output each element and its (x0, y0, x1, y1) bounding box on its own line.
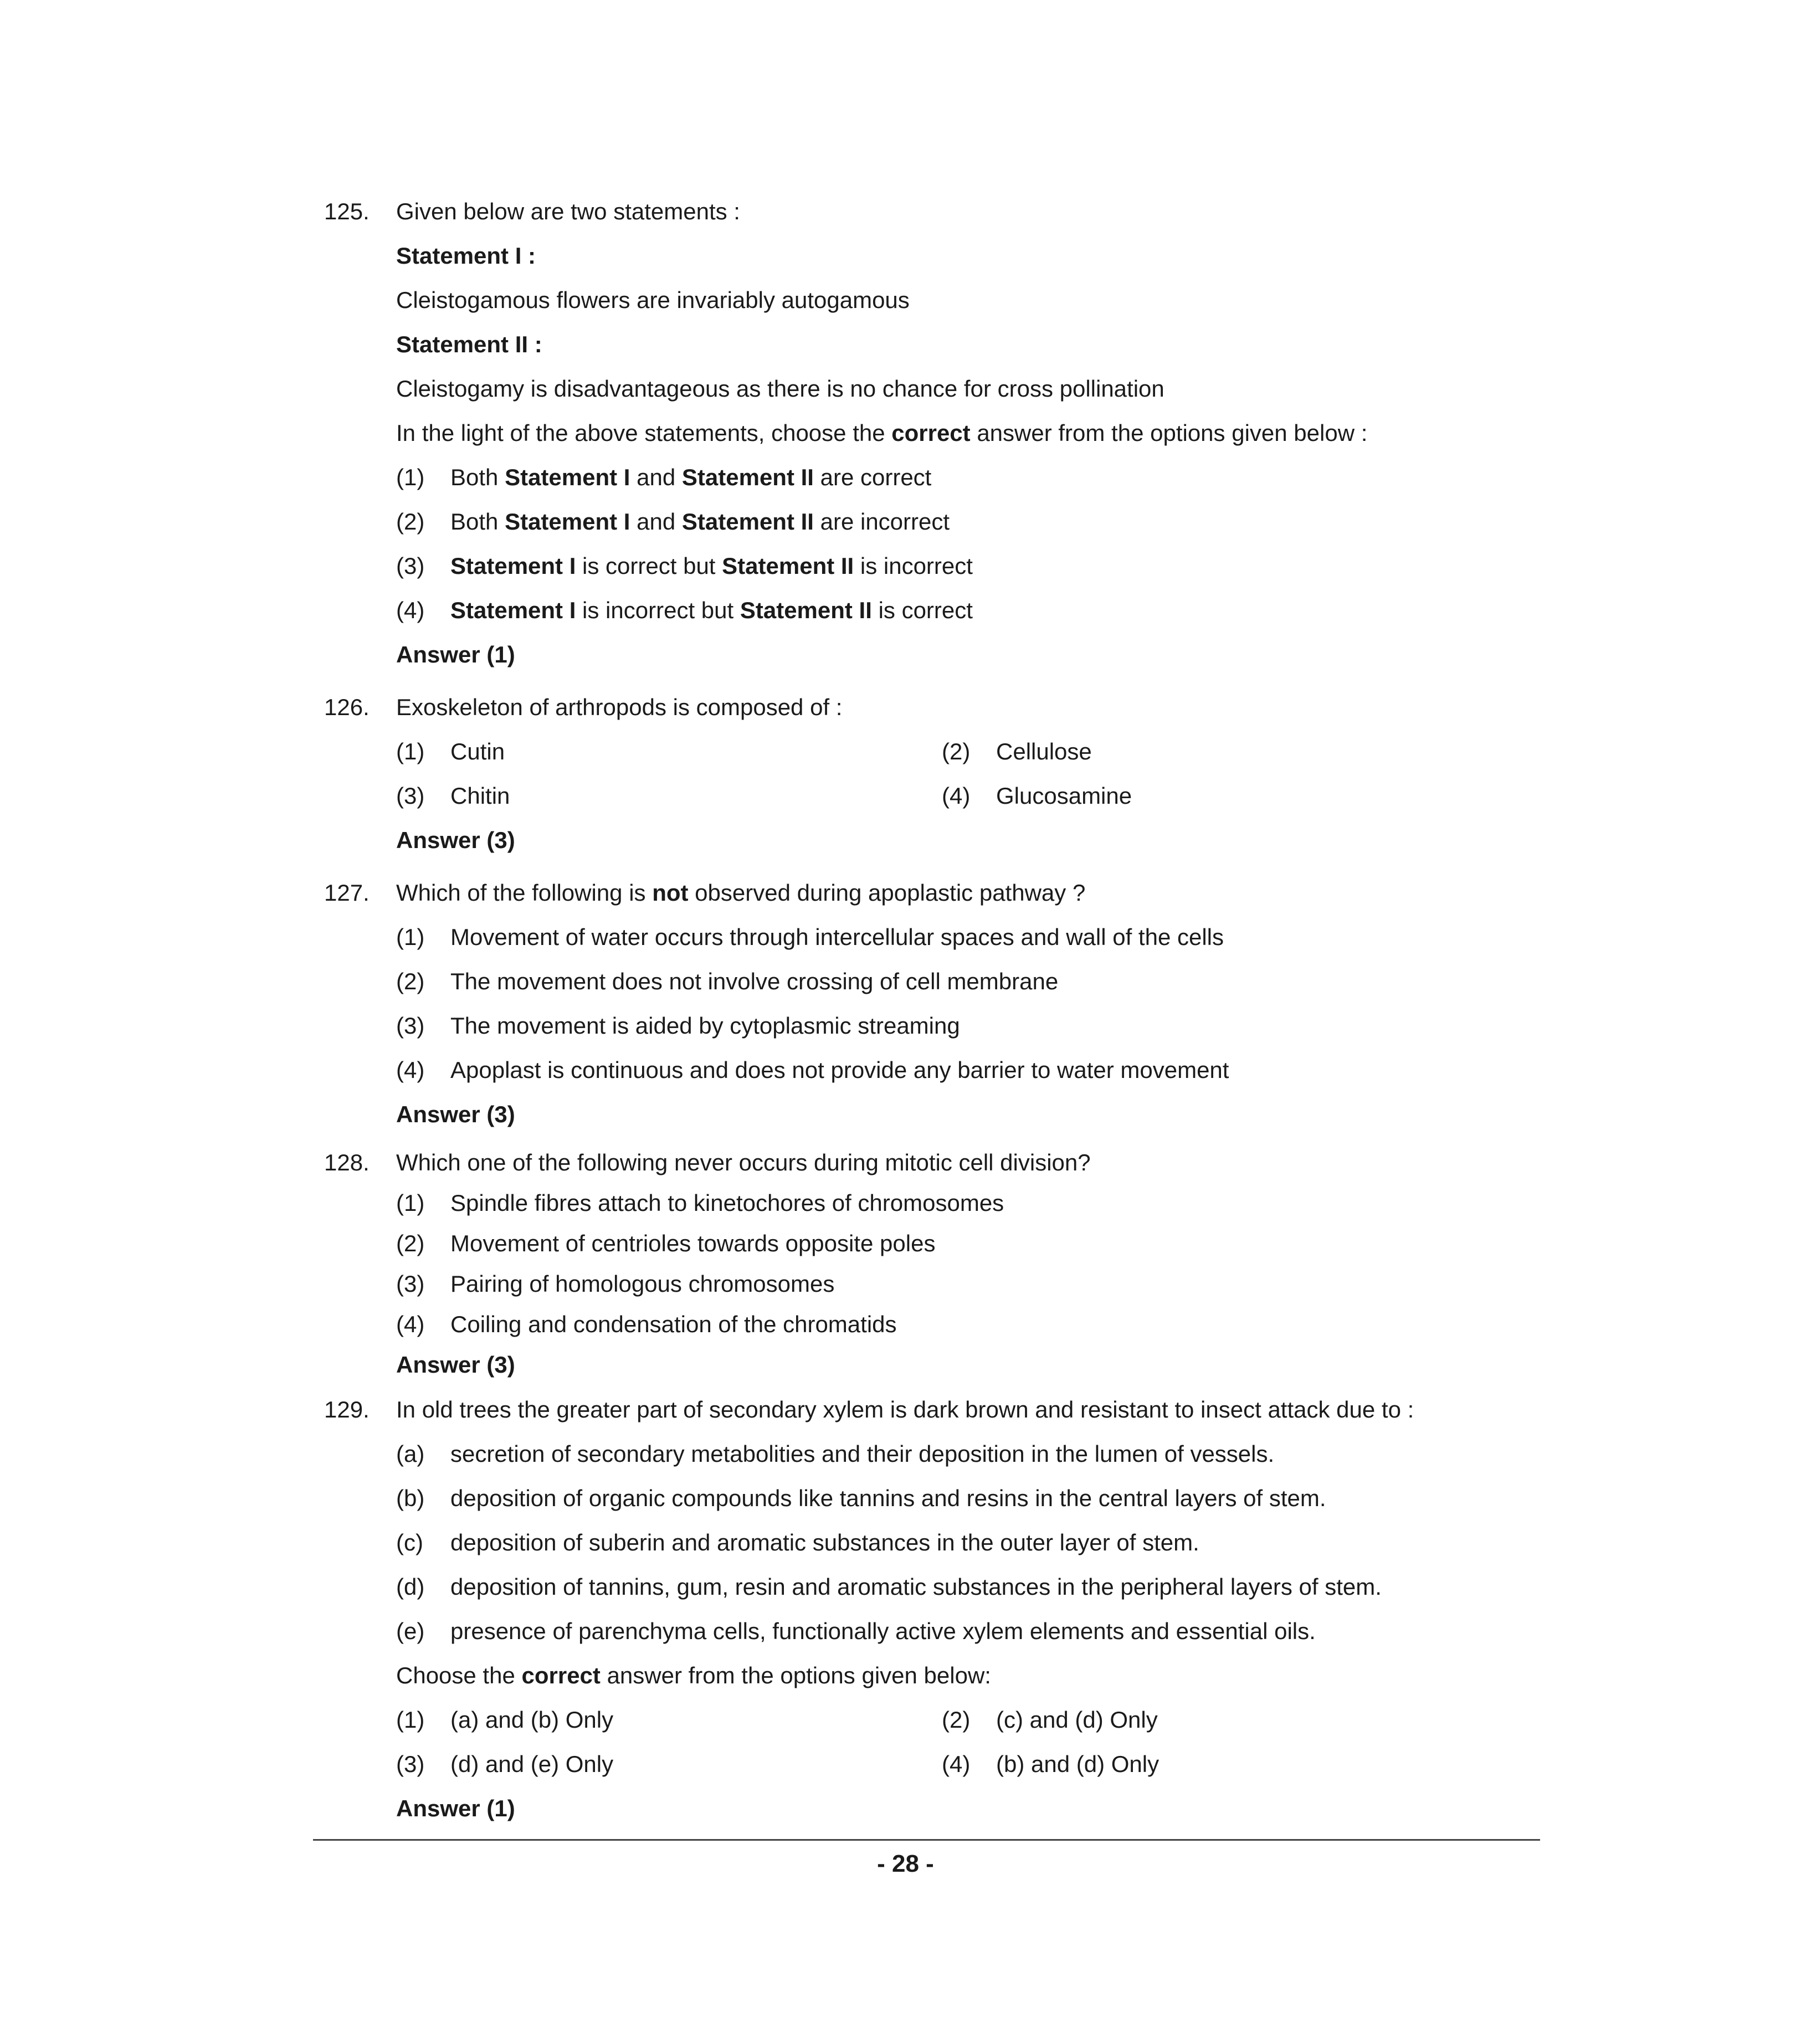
option-text: Both Statement I and Statement II are correct (450, 464, 932, 490)
item-d: (d) deposition of tannins, gum, resin and aromatic substances in the peripheral layers of stem. (396, 1574, 1382, 1600)
question-number: 125. (324, 198, 370, 224)
question-125 (324, 189, 1487, 677)
option-2: (2) Cellulose (942, 738, 1092, 764)
question-stem: Which of the following is not observed during apoplastic pathway ? (396, 880, 1086, 906)
option-label: (4) (396, 597, 425, 623)
option-2: (2) (c) and (d) Only (942, 1707, 1158, 1733)
question-stem: Which one of the following never occurs during mitotic cell division? (396, 1149, 1091, 1175)
question-stem: In old trees the greater part of secondary xylem is dark brown and resistant to insect attack due to : (396, 1396, 1414, 1422)
answer: Answer (3) (396, 827, 515, 853)
item-e: (e) presence of parenchyma cells, functionally active xylem elements and essential oils. (396, 1618, 1316, 1644)
item-a: (a) secretion of secondary metabolities and their deposition in the lumen of vessels. (396, 1441, 1275, 1467)
option-4: (4) Coiling and condensation of the chromatids (396, 1311, 897, 1337)
question-number: 126. (324, 694, 370, 720)
option-label: (3) (396, 553, 425, 579)
option-text: Statement I is incorrect but Statement II is correct (450, 597, 973, 623)
statement-1-text: Cleistogamous flowers are invariably autogamous (396, 287, 910, 313)
question-number: 129. (324, 1396, 370, 1422)
option-text: Statement I is correct but Statement II is incorrect (450, 553, 973, 579)
instruction: In the light of the above statements, choose the correct answer from the options given below : (396, 420, 1368, 446)
option-3: (3) (d) and (e) Only (396, 1751, 614, 1777)
option-1: (1) Spindle fibres attach to kinetochores of chromosomes (396, 1190, 1004, 1216)
question-127 (324, 871, 1487, 1137)
option-label: (2) (396, 509, 425, 535)
option-label: (1) (396, 464, 425, 490)
option-2 (396, 500, 1487, 544)
option-4: (4) Glucosamine (942, 783, 1132, 809)
statement-2-label: Statement II : (396, 331, 542, 357)
answer: Answer (1) (396, 1795, 515, 1821)
option-3: (3) The movement is aided by cytoplasmic streaming (396, 1013, 960, 1039)
option-4: (4) (b) and (d) Only (942, 1751, 1160, 1777)
statement-2-text: Cleistogamy is disadvantageous as there is no chance for cross pollination (396, 376, 1164, 402)
option-3: (3) Pairing of homologous chromosomes (396, 1271, 835, 1297)
question-126 (324, 685, 1487, 862)
option-2: (2) The movement does not involve crossing of cell membrane (396, 968, 1059, 994)
question-128 (324, 1142, 1487, 1385)
option-1: (1) (a) and (b) Only (396, 1707, 614, 1733)
option-4: (4) Apoplast is continuous and does not provide any barrier to water movement (396, 1057, 1229, 1083)
question-number: 128. (324, 1149, 370, 1175)
answer: Answer (3) (396, 1101, 515, 1127)
option-1: (1) Cutin (396, 738, 505, 764)
option-1 (396, 455, 1487, 500)
question-129 (324, 1388, 1487, 1831)
question-stem: Exoskeleton of arthropods is composed of : (396, 694, 843, 720)
option-2: (2) Movement of centrioles towards opposite poles (396, 1230, 936, 1256)
option-text: Both Statement I and Statement II are incorrect (450, 509, 950, 535)
option-row (396, 1698, 1487, 1742)
option-row (396, 730, 1487, 774)
option-3 (396, 544, 1487, 588)
option-1: (1) Movement of water occurs through intercellular spaces and wall of the cells (396, 924, 1224, 950)
item-c: (c) deposition of suberin and aromatic substances in the outer layer of stem. (396, 1529, 1199, 1555)
item-b: (b) deposition of organic compounds like tannins and resins in the central layers of stem. (396, 1485, 1326, 1511)
statement-1-label: Statement I : (396, 243, 536, 269)
question-stem: Given below are two statements : (396, 198, 740, 224)
answer: Answer (1) (396, 641, 515, 667)
answer: Answer (3) (396, 1352, 515, 1378)
page-number: - 28 - (877, 1850, 934, 1877)
option-row (396, 1742, 1487, 1786)
option-3: (3) Chitin (396, 783, 510, 809)
instruction: Choose the correct answer from the options given below: (396, 1662, 991, 1688)
question-number: 127. (324, 880, 370, 906)
footer-divider (313, 1839, 1540, 1841)
option-row (396, 774, 1487, 818)
option-4 (396, 588, 1487, 633)
